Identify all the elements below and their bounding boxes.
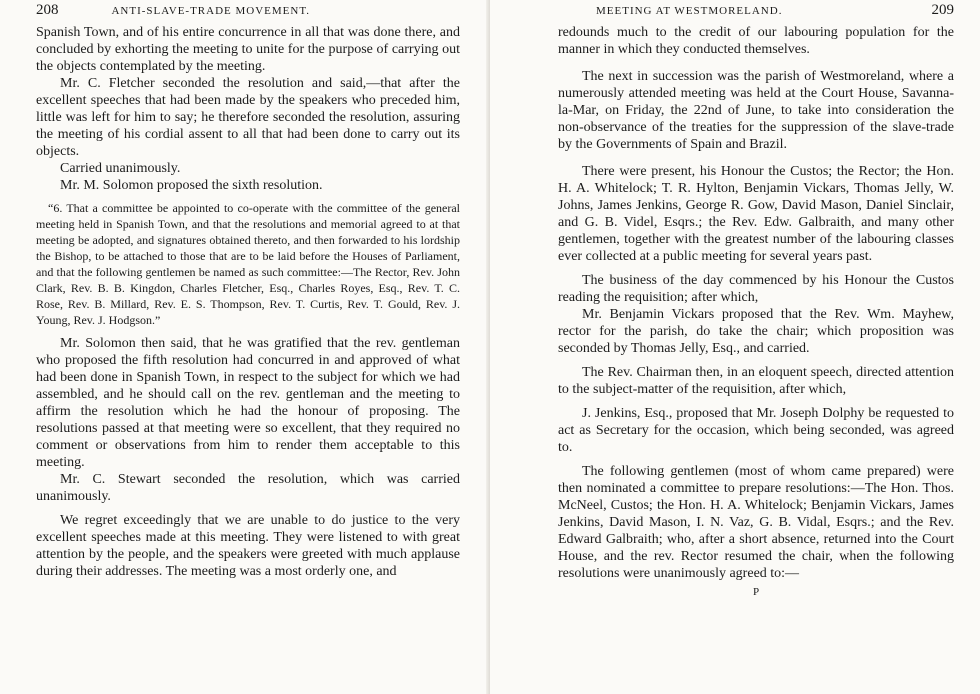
right-page-body (558, 24, 954, 598)
paragraph: Mr. M. Solomon proposed the sixth resolution. (60, 178, 323, 193)
left-running-title: ANTI-SLAVE-TRADE MOVEMENT. (111, 5, 310, 17)
paragraph: Carried unanimously. (60, 161, 181, 176)
quoted-resolution: “6. That a committee be appointed to co-operate with the committee of the general meeting held in Spanish Town, and that the resolutions and memorial agreed to at that meeting be adopted, and signatures obtained thereto, and then forwarded to his lordship the Bishop, to be attached to those that are to be laid before the Houses of Parliament, and that the following gentlemen be named as such committee:—The Rector, Rev. John Clark, Rev. B. B. Kingdon, Charles Fletcher, Esq., Charles Royes, Esq., Rev. T. C. Rose, Rev. B. Millard, Rev. E. S. Thompson, Rev. T. Curtis, Rev. T. Gould, Rev. J. Young, Rev. J. Hodgson.” (36, 201, 460, 327)
right-running-head (558, 2, 954, 24)
paragraph: We regret exceedingly that we are unable to do justice to the very excellent speeches made at this meeting. They were listened to with great attention by the people, and the speakers were greeted with much applause during their addresses. The meeting was a most orderly one, and (36, 513, 460, 579)
paragraph: Mr. C. Stewart seconded the resolution, which was carried unanimously. (36, 472, 460, 504)
paragraph: Mr. C. Fletcher seconded the resolution and said,—that after the excellent speeches that had been made by the speakers who preceded him, little was left for him to say; he therefore seconded the resolution, assuring the meeting of his cordial assent to all that had been done to carry out its objects. (36, 76, 460, 159)
paragraph: Mr. Solomon then said, that he was gratified that the rev. gentleman who proposed the fifth resolution had concurred in and approved of what had been done in Spanish Town, in respect to the subject for which we had assembled, and he should call on the rev. gentleman and the meeting to affirm the resolution which he had the honour of proposing. The resolutions passed at that meeting were so excellent, that they required no comment or observations from him to render them acceptable to this meeting. (36, 336, 460, 470)
paragraph: The business of the day commenced by his Honour the Custos reading the requisition; after which, (558, 273, 954, 305)
left-page-number: 208 (36, 2, 59, 18)
right-page-number: 209 (931, 2, 954, 18)
right-page (490, 0, 980, 694)
paragraph: The next in succession was the parish of Westmoreland, where a numerously attended meeting was held at the Court House, Savanna-la-Mar, on Friday, the 22nd of June, to take into consideration the non-observance of the treaties for the suppression of the slave-trade by the Governments of Spain and Brazil. (558, 69, 954, 152)
paragraph: There were present, his Honour the Custos; the Rector; the Hon. H. A. Whitelock; T. R. Hylton, Benjamin Vickars, Thomas Jelly, W. Johns, James Jenkins, George R. Gow, David Mason, Daniel Sinclair, and G. B. Videl, Esqrs.; the Rev. Edw. Galbraith, and many other gentlemen, together with the greatest number of the labouring classes ever collected at a public meeting for several years past. (558, 164, 954, 264)
paragraph: Spanish Town, and of his entire concurrence in all that was done there, and concluded by exhorting the meeting to unite for the purpose of carrying out the objects contemplated by the meeting. (36, 25, 460, 74)
paragraph: The following gentlemen (most of whom came prepared) were then nominated a committee to prepare resolutions:—The Hon. Thos. McNeel, Custos; the Hon. H. A. Whitelock; Benjamin Vickars, James Jenkins, David Mason, I. N. Vaz, G. B. Vidal, Esqrs.; and the Rev. Edward Galbraith; who, after a short absence, returned into the Court House, and the rev. Rector resumed the chair, when the following resolutions were unanimously agreed to:— (558, 464, 954, 581)
paragraph: Mr. Benjamin Vickars proposed that the Rev. Wm. Mayhew, rector for the parish, do take the chair; which proposition was seconded by Thomas Jelly, Esq., and carried. (558, 307, 954, 356)
left-page-body (36, 24, 460, 580)
paragraph: The Rev. Chairman then, in an eloquent speech, directed attention to the subject-matter of the requisition, after which, (558, 365, 954, 397)
paragraph: redounds much to the credit of our labouring population for the manner in which they conducted themselves. (558, 25, 954, 57)
right-running-title: MEETING AT WESTMORELAND. (596, 5, 783, 17)
paragraph: J. Jenkins, Esq., proposed that Mr. Joseph Dolphy be requested to act as Secretary for the occasion, which being seconded, was agreed to. (558, 406, 954, 455)
left-running-head (36, 2, 460, 24)
signature-mark: P (752, 586, 760, 598)
